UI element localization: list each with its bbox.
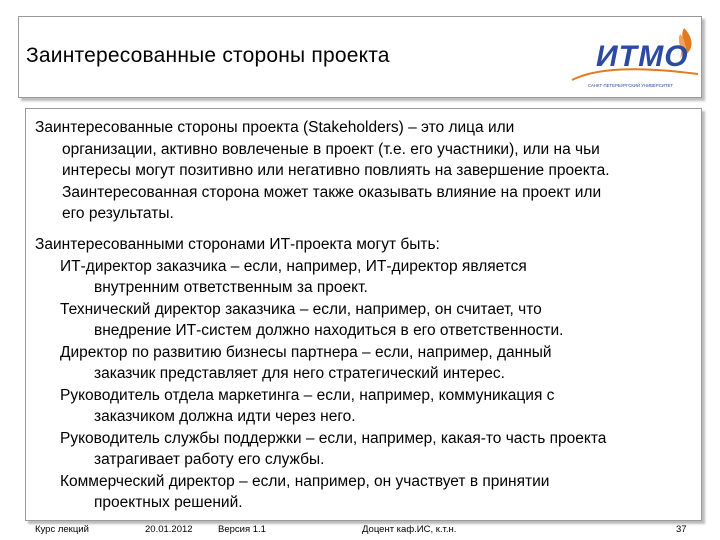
list-item-title: Руководитель отдела маркетинга – если, например, коммуникация с xyxy=(60,386,555,404)
list-item xyxy=(35,256,700,299)
definition-line-3: интересы могут позитивно или негативно повлиять на завершение проекта. xyxy=(62,162,610,179)
footer-author: Доцент каф.ИС, к.т.н. xyxy=(362,524,457,535)
list-item xyxy=(35,428,700,471)
list-item xyxy=(35,471,700,514)
definition-paragraph xyxy=(35,117,700,225)
footer-course: Курс лекций xyxy=(35,524,89,535)
page-number: 37 xyxy=(676,524,687,535)
list-item xyxy=(35,342,700,385)
list-item-detail: затрагивает работу его службы. xyxy=(94,451,325,468)
list-item-detail: заказчиком должна идти через него. xyxy=(94,408,356,425)
footer-version: Версия 1.1 xyxy=(218,524,266,535)
list-item-detail: внедрение ИТ-систем должно находиться в его ответственности. xyxy=(94,322,564,339)
slide-title: Заинтересованные стороны проекта xyxy=(26,44,390,67)
itmo-logo xyxy=(566,22,706,92)
definition-line-5: его результаты. xyxy=(62,205,174,222)
list-item-detail: внутренним ответственным за проект. xyxy=(94,279,368,296)
definition-line-1: Заинтересованные стороны проекта (Stakeholders) – это лица или xyxy=(35,119,515,136)
stakeholder-list xyxy=(35,234,700,514)
list-heading: Заинтересованными сторонами ИТ-проекта могут быть: xyxy=(35,236,440,253)
list-item-title: Коммерческий директор – если, например, он участвует в принятии xyxy=(60,472,550,490)
list-item-title: Руководитель службы поддержки – если, например, какая-то часть проекта xyxy=(60,429,607,447)
logo-tagline: САНКТ-ПЕТЕРБУРГСКИЙ УНИВЕРСИТЕТ xyxy=(588,83,674,88)
list-item-title: Директор по развитию бизнесы партнера – если, например, данный xyxy=(60,343,552,361)
list-item xyxy=(35,385,700,428)
list-item-detail: заказчик представляет для него стратегический интерес. xyxy=(94,365,505,382)
logo-wordmark: ИТМО xyxy=(596,40,689,73)
definition-line-2: организации, активно вовлеченые в проект (т.е. его участники), или на чьи xyxy=(62,140,600,158)
footer-date: 20.01.2012 xyxy=(145,524,193,535)
list-item xyxy=(35,299,700,342)
list-item-title: ИТ-директор заказчика – если, например, ИТ-директор является xyxy=(60,257,527,275)
list-item-title: Технический директор заказчика – если, например, он считает, что xyxy=(60,300,542,318)
list-item-detail: проектных решений. xyxy=(94,494,243,511)
definition-line-4: Заинтересованная сторона может также оказывать влияние на проект или xyxy=(62,183,602,201)
